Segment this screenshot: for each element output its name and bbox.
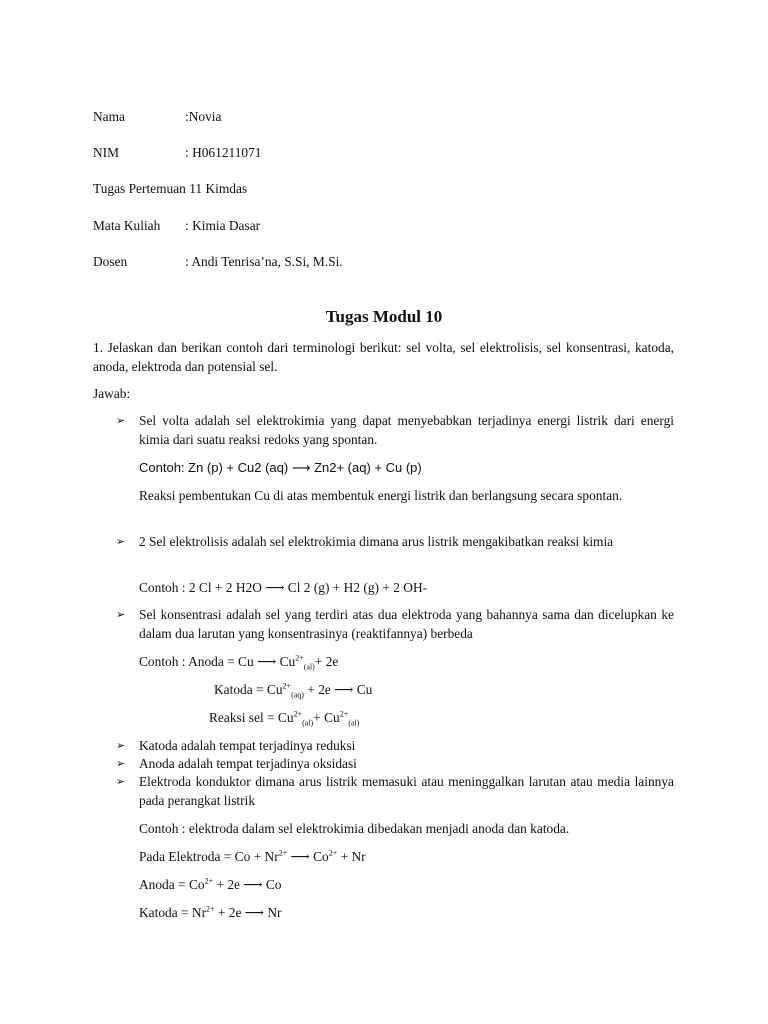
reaksi-sel-eq bbox=[209, 708, 359, 727]
eq-text: + 2e ⟶ Cu bbox=[303, 682, 373, 697]
bullet-konsentrasi: Sel konsentrasi adalah sel yang terdiri atas dua elektroda yang bahannya sama dan dicelupkan ke dalam dua larutan yang konsentrasinya (reaktifannya) berbeda bbox=[139, 607, 674, 641]
elektroda-contoh: Contoh : elektroda dalam sel elektrokimia dibedakan menjadi anoda dan katoda. bbox=[139, 821, 570, 836]
arrowhead-bullet-icon: ➢ bbox=[116, 739, 126, 752]
eq-text: Contoh : Anoda = Cu ⟶ Cu bbox=[139, 654, 296, 669]
arrowhead-bullet-icon: ➢ bbox=[116, 535, 126, 548]
nama-value: :Novia bbox=[185, 109, 222, 124]
eq-text: Anoda = Co bbox=[139, 877, 205, 892]
question-text: 1. Jelaskan dan berikan contoh dari terminologi berikut: sel volta, sel elektrolisis, sel konsentrasi, katoda, anoda, elektroda dan potensial sel. bbox=[93, 340, 674, 374]
eq-superscript: 2+ bbox=[339, 709, 349, 719]
elektrolisis-contoh: Contoh : 2 Cl + 2 H2O ⟶ Cl 2 (g) + H2 (g) + 2 OH- bbox=[139, 580, 428, 595]
eq-subscript: (al) bbox=[303, 662, 315, 672]
matkul-value: : Kimia Dasar bbox=[185, 218, 261, 233]
anoda-eq bbox=[139, 875, 282, 894]
eq-subscript: (al) bbox=[302, 718, 314, 728]
eq-superscript: 2+ bbox=[206, 904, 215, 914]
eq-superscript: 2+ bbox=[295, 653, 304, 663]
eq-text: ⟶ Co bbox=[287, 849, 329, 864]
eq-text: Pada Elektroda = Co + Nr bbox=[139, 849, 279, 864]
eq-subscript: (al) bbox=[348, 718, 360, 728]
bullet-volta: Sel volta adalah sel elektrokimia yang dapat menyebabkan terjadinya energi listrik dari energi kimia dari suatu reaksi redoks yang spontan. bbox=[139, 413, 674, 447]
bullet-anoda: Anoda adalah tempat terjadinya oksidasi bbox=[139, 756, 357, 771]
eq-text: + Nr bbox=[337, 849, 366, 864]
konsentrasi-katoda-eq bbox=[214, 680, 372, 699]
eq-superscript: 2+ bbox=[278, 848, 288, 858]
eq-text: Katoda = Cu bbox=[214, 682, 283, 697]
eq-superscript: 2+ bbox=[282, 681, 292, 691]
page-title: Tugas Modul 10 bbox=[325, 307, 443, 326]
nama-label: Nama bbox=[93, 109, 125, 124]
dosen-value: : Andi Tenrisa’na, S.Si, M.Si. bbox=[185, 254, 343, 269]
jawab-label: Jawab: bbox=[93, 386, 131, 401]
eq-subscript: (aq) bbox=[291, 690, 304, 700]
eq-text: Katoda = Nr bbox=[139, 905, 207, 920]
arrowhead-bullet-icon: ➢ bbox=[116, 608, 126, 621]
bullet-elektroda: Elektroda konduktor dimana arus listrik memasuki atau meninggalkan larutan atau media lainnya pada perangkat listrik bbox=[139, 774, 674, 808]
pada-elektroda-eq bbox=[139, 847, 366, 866]
volta-reaksi: Reaksi pembentukan Cu di atas membentuk energi listrik dan berlangsung secara spontan. bbox=[139, 488, 623, 503]
arrowhead-bullet-icon: ➢ bbox=[116, 757, 126, 770]
eq-text: + 2e bbox=[314, 654, 339, 669]
arrowhead-bullet-icon: ➢ bbox=[116, 414, 126, 427]
eq-text: + 2e ⟶ Nr bbox=[214, 905, 282, 920]
eq-superscript: 2+ bbox=[293, 709, 303, 719]
arrowhead-bullet-icon: ➢ bbox=[116, 775, 126, 788]
volta-contoh: Contoh: Zn (p) + Cu2 (aq) ⟶ Zn2+ (aq) + Cu (p) bbox=[139, 460, 422, 475]
dosen-label: Dosen bbox=[93, 254, 128, 269]
konsentrasi-anoda-eq bbox=[139, 652, 338, 671]
bullet-katoda: Katoda adalah tempat terjadinya reduksi bbox=[139, 738, 356, 753]
matkul-label: Mata Kuliah bbox=[93, 218, 161, 233]
eq-text: + 2e ⟶ Co bbox=[213, 877, 282, 892]
eq-superscript: 2+ bbox=[204, 876, 214, 886]
nim-value: : H061211071 bbox=[185, 145, 262, 160]
eq-superscript: 2+ bbox=[328, 848, 338, 858]
eq-text: + Cu bbox=[313, 710, 340, 725]
tugas-line: Tugas Pertemuan 11 Kimdas bbox=[93, 181, 248, 196]
katoda-eq bbox=[139, 903, 281, 922]
bullet-elektrolisis: 2 Sel elektrolisis adalah sel elektrokimia dimana arus listrik mengakibatkan reaksi kimia bbox=[139, 534, 614, 549]
eq-text: Reaksi sel = Cu bbox=[209, 710, 294, 725]
nim-label: NIM bbox=[93, 145, 120, 160]
